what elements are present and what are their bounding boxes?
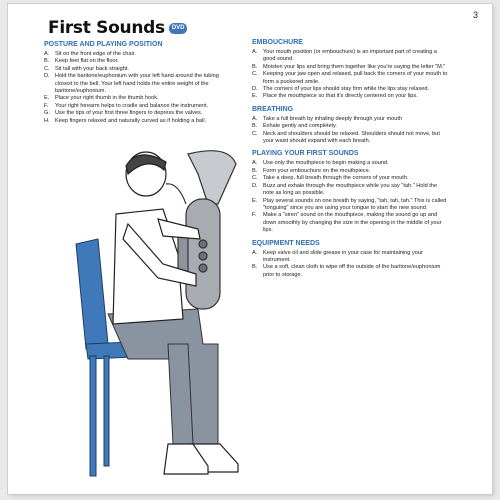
instruction-list xyxy=(252,250,448,280)
item-letter: C. xyxy=(252,130,258,137)
item-text: The corners of your lips should stay firm while the lips stay relaxed. xyxy=(263,86,430,93)
instruction-item xyxy=(252,86,448,93)
item-text: Place the mouthpiece so that it's directly centered on your lips. xyxy=(263,93,418,100)
item-text: Sit on the front edge of the chair. xyxy=(55,51,136,57)
instruction-item xyxy=(44,110,237,117)
instruction-item xyxy=(252,123,448,130)
section-heading: EQUIPMENT NEEDS xyxy=(252,239,320,247)
right-column xyxy=(252,34,448,279)
item-letter: A. xyxy=(252,160,258,167)
item-text: Play several sounds on one breath by saying, "tah, tah, tah." This is called "tonguing" since you are using your tongue to start the new sound. xyxy=(263,197,447,211)
item-text: Form your embouchure on the mouthpiece. xyxy=(263,167,371,174)
item-letter: A. xyxy=(44,51,50,57)
instruction-item xyxy=(44,58,237,65)
item-letter: E. xyxy=(252,197,258,204)
item-text: Use only the mouthpiece to begin making a sound. xyxy=(263,160,389,167)
instruction-list xyxy=(252,160,448,234)
item-text: Neck and shoulders should be relaxed. Shoulders should not move, but your waist should expand with each breath. xyxy=(263,130,440,145)
item-letter: D. xyxy=(44,73,50,80)
item-text: Keep fingers relaxed and naturally curved as if holding a ball. xyxy=(55,117,207,124)
item-letter: F. xyxy=(44,102,49,109)
item-text: Use a soft, clean cloth to wipe off the outside of the baritone/euphonium prior to storage. xyxy=(263,264,441,278)
item-letter: B. xyxy=(44,58,50,65)
item-letter: D. xyxy=(252,86,258,93)
baritone-player-illustration xyxy=(68,144,258,489)
item-text: Hold the baritone/euphonium with your left hand around the tubing closest to the bell. Your left hand holds the entire weight of the baritone/euphonium. xyxy=(55,73,219,95)
instruction-item xyxy=(252,212,448,234)
instruction-item xyxy=(44,95,237,102)
item-text: Keep valve oil and slide grease in your case for maintaining your instrument. xyxy=(263,249,423,263)
item-text: Exhale gently and completely. xyxy=(263,123,337,130)
page-title: First Sounds xyxy=(48,18,165,38)
item-text: Keep feet flat on the floor. xyxy=(55,58,119,65)
instruction-item xyxy=(252,175,448,182)
page-number: 3 xyxy=(472,10,478,20)
instruction-item xyxy=(252,131,448,146)
item-text: Sit tall with your back straight. xyxy=(55,65,129,72)
instruction-item xyxy=(252,93,448,100)
item-letter: B. xyxy=(252,63,258,70)
pants-drawing xyxy=(108,309,218,444)
instruction-list xyxy=(252,49,448,101)
item-letter: B. xyxy=(252,167,258,174)
item-text: Buzz and exhale through the mouthpiece while you say "tah." Hold the note as long as possible. xyxy=(263,182,438,197)
instruction-item xyxy=(44,103,237,110)
item-text: Take a deep, full breath through the corners of your mouth. xyxy=(263,175,409,182)
instruction-item xyxy=(44,51,237,58)
instruction-item xyxy=(252,198,448,213)
item-letter: C. xyxy=(252,175,258,182)
instruction-list xyxy=(252,116,448,146)
item-text: Moisten your lips and bring them together like you're saying the letter "M." xyxy=(263,63,446,70)
title-row xyxy=(48,18,187,38)
item-letter: H. xyxy=(44,117,50,124)
item-letter: G. xyxy=(44,110,50,117)
item-letter: B. xyxy=(252,264,258,271)
item-letter: B. xyxy=(252,123,258,130)
section-heading: EMBOUCHURE xyxy=(252,39,303,46)
instruction-item xyxy=(44,66,237,73)
instruction-item xyxy=(252,116,448,123)
item-letter: E. xyxy=(252,93,258,100)
item-text: Your right forearm helps to cradle and balance the instrument. xyxy=(55,102,209,109)
head-drawing xyxy=(126,152,166,196)
instruction-item xyxy=(252,264,448,279)
instruction-item xyxy=(252,160,448,167)
item-text: Take a full breath by inhaling deeply through your mouth xyxy=(263,115,402,122)
instruction-item xyxy=(252,49,448,64)
item-text: Place your right thumb in the thumb hook. xyxy=(55,95,159,102)
instruction-item xyxy=(44,118,237,125)
item-text: Make a "siren" sound on the mouthpiece, making the sound go up and down smoothly by changing the size in the opening in the middle of your lips. xyxy=(263,212,442,234)
item-letter: D. xyxy=(252,182,258,189)
item-letter: C. xyxy=(252,71,258,78)
item-text: Keeping your jaw open and relaxed, pull back the corners of your mouth to form a puckered smile. xyxy=(263,71,448,85)
book-page xyxy=(8,4,492,494)
section-heading: BREATHING xyxy=(252,105,294,113)
item-letter: A. xyxy=(252,249,258,256)
instruction-item xyxy=(252,64,448,71)
item-letter: C. xyxy=(44,65,50,72)
item-text: Use the tips of your first three fingers to depress the valves. xyxy=(55,110,203,117)
dvd-icon: DVD xyxy=(169,23,188,34)
left-column xyxy=(44,40,237,125)
section-heading: POSTURE AND PLAYING POSITION xyxy=(44,41,163,48)
shoes-drawing xyxy=(164,444,238,474)
item-letter: A. xyxy=(252,115,258,122)
item-letter: A. xyxy=(252,49,258,55)
instruction-list xyxy=(44,51,237,125)
instruction-item xyxy=(44,73,237,95)
item-text: Your mouth position (or embouchure) is an important part of creating a good sound. xyxy=(263,49,437,63)
instruction-item xyxy=(252,183,448,198)
instruction-item xyxy=(252,250,448,265)
item-letter: E. xyxy=(44,95,50,102)
section-heading: PLAYING YOUR FIRST SOUNDS xyxy=(252,150,359,158)
instruction-item xyxy=(252,71,448,86)
instruction-item xyxy=(252,168,448,175)
item-letter: F. xyxy=(252,212,257,219)
